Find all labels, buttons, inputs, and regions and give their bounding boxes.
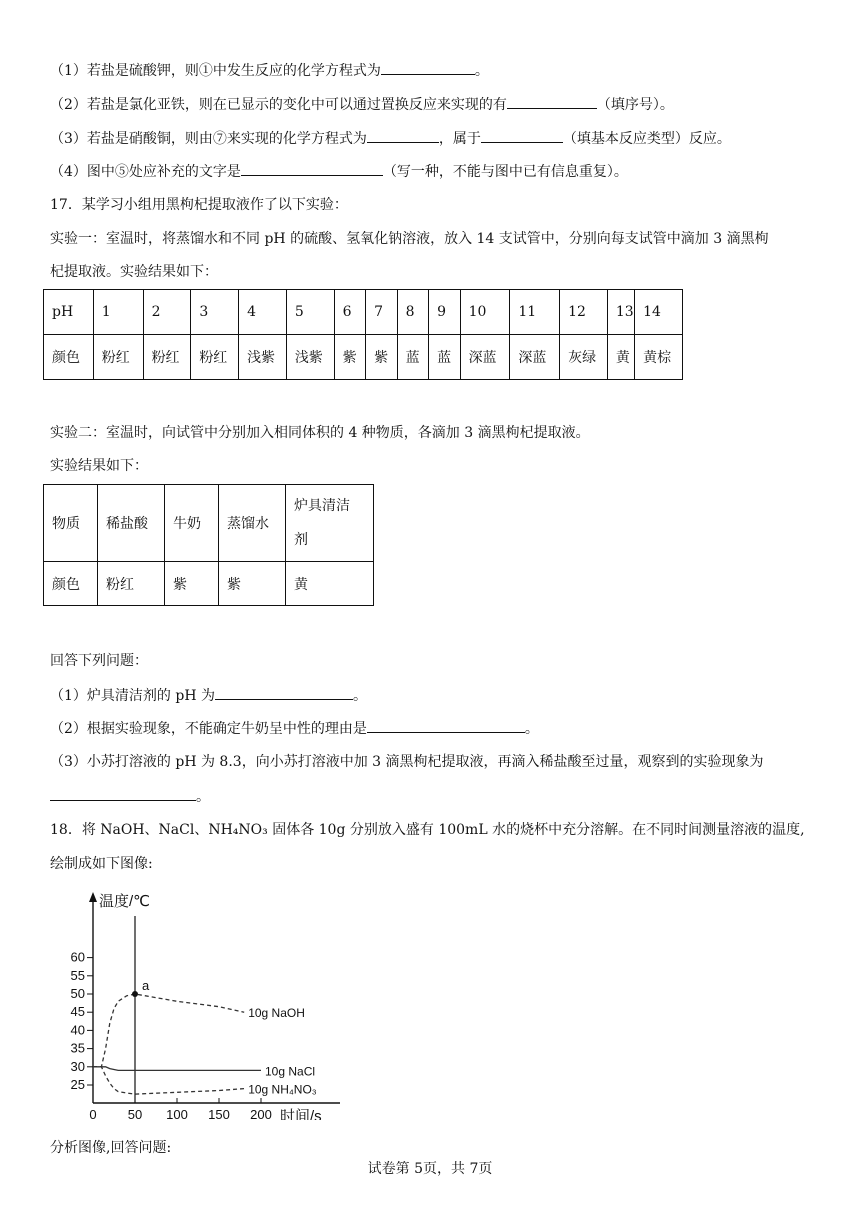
answer-blank[interactable]	[481, 128, 563, 143]
table-row	[44, 335, 683, 380]
q17-exp2-line2: 实验结果如下：	[50, 458, 148, 474]
answer-blank[interactable]	[507, 94, 597, 109]
q16-item-1-text: （1）若盐是硫酸钾，则①中发生反应的化学方程式为	[50, 63, 381, 79]
table-cell: 黄	[607, 335, 634, 380]
q17-sub-2-text: （2）根据实验现象，不能确定牛奶呈中性的理由是	[50, 721, 367, 737]
q17-exp1-line1: 实验一：室温时，将蒸馏水和不同 pH 的硫酸、氢氧化钠溶液，放入 14 支试管中，分别向每支试管中滴加 3 滴黑枸	[50, 231, 769, 247]
table-cell: 10	[460, 290, 510, 335]
q18-line2: 绘制成如下图像:	[50, 856, 153, 872]
y-tick-label: 45	[70, 1004, 85, 1020]
answer-blank[interactable]	[367, 718, 525, 733]
temperature-chart	[40, 888, 360, 1124]
answer-blank[interactable]	[50, 786, 196, 801]
table-cell: 黄棕	[635, 335, 683, 380]
table-cell: 蓝	[429, 335, 461, 380]
table-cell: 蒸馏水	[219, 485, 286, 562]
q17-answer-prompt: 回答下列问题：	[50, 653, 148, 669]
q16-item-3-post: （填基本反应类型）反应。	[562, 131, 731, 147]
table-cell: 粉红	[191, 335, 239, 380]
q18-line1: 18．将 NaOH、NaCl、NH₄NO₃ 固体各 10g 分别放入盛有 100mL 水的烧杯中充分溶解。在不同时间测量溶液的温度,	[50, 822, 805, 838]
data-point	[132, 991, 138, 997]
table-cell: 蓝	[397, 335, 429, 380]
x-tick-label: 200	[250, 1107, 272, 1120]
x-tick-label: 150	[208, 1107, 230, 1120]
table-row	[44, 562, 374, 606]
q16-item-1	[50, 60, 489, 81]
q16-item-3	[50, 128, 731, 149]
table-cell: 颜色	[44, 335, 94, 380]
table-cell: 浅紫	[286, 335, 334, 380]
table-cell: 稀盐酸	[98, 485, 165, 562]
q16-item-3-text: （3）若盐是硝酸铜，则由⑦来实现的化学方程式为	[50, 131, 367, 147]
cell-text-line: 剂	[294, 532, 308, 548]
q16-item-3-mid: ，属于	[438, 131, 481, 147]
answer-blank[interactable]	[241, 161, 383, 176]
q17-sub-2-post: 。	[524, 721, 539, 737]
table-cell: 11	[510, 290, 560, 335]
x-axis-label: 时间/s	[280, 1108, 322, 1120]
table-cell: 深蓝	[460, 335, 510, 380]
table-row	[44, 485, 374, 562]
table-cell: 浅紫	[239, 335, 287, 380]
ph-color-table	[43, 289, 683, 380]
q17-sub-3-post: 。	[196, 789, 210, 805]
q17-title: 17．某学习小组用黑枸杞提取液作了以下实验：	[50, 197, 348, 213]
table-cell: 紫	[165, 562, 219, 606]
y-tick-label: 50	[70, 986, 85, 1001]
q16-item-2-post: （填序号）。	[596, 97, 674, 113]
table-cell: 物质	[44, 485, 98, 562]
y-tick-label: 35	[70, 1040, 85, 1056]
answer-blank[interactable]	[367, 128, 439, 143]
q17-sub-2	[50, 718, 539, 739]
q16-item-2	[50, 94, 674, 115]
table-cell: 5	[286, 290, 334, 335]
table-cell: 粉红	[143, 335, 191, 380]
cell-text-line: 炉具清洁	[294, 498, 350, 514]
answer-blank[interactable]	[215, 685, 353, 700]
y-tick-label: 60	[70, 949, 85, 965]
q17-sub-1-text: （1）炉具清洁剂的 pH 为	[50, 688, 215, 704]
table-cell: 13	[607, 290, 634, 335]
q17-sub-3-answer	[50, 786, 210, 807]
y-tick-label: 40	[70, 1022, 85, 1038]
q16-item-1-post: 。	[474, 63, 489, 79]
x-tick-label: 50	[127, 1107, 143, 1120]
y-tick-label: 30	[70, 1058, 85, 1074]
table-cell: 3	[191, 290, 239, 335]
table-cell: 牛奶	[165, 485, 219, 562]
answer-blank[interactable]	[381, 60, 475, 75]
q17-exp1-line2: 杞提取液。实验结果如下：	[50, 264, 218, 280]
q17-sub-1-post: 。	[352, 688, 367, 704]
q17-exp2-line1: 实验二：室温时，向试管中分别加入相同体积的 4 种物质，各滴加 3 滴黑枸杞提取液。	[50, 425, 590, 441]
table-cell: 粉红	[93, 335, 143, 380]
table-cell: 6	[334, 290, 366, 335]
table-cell: 9	[429, 290, 461, 335]
temperature-chart-svg	[40, 888, 360, 1120]
table-cell: 7	[366, 290, 398, 335]
q18-analysis-prompt: 分析图像,回答问题:	[50, 1140, 172, 1156]
q17-sub-3: （3）小苏打溶液的 pH 为 8.3，向小苏打溶液中加 3 滴黑枸杞提取液，再滴入稀盐酸至过量，观察到的实验现象为	[50, 754, 764, 770]
q16-item-4	[50, 161, 628, 182]
table-cell: 1	[93, 290, 143, 335]
table-cell	[286, 485, 374, 562]
table-cell: 紫	[219, 562, 286, 606]
series-label: 10g NH₄NO₃	[248, 1082, 317, 1097]
table-cell: 灰绿	[560, 335, 608, 380]
series-line	[93, 994, 244, 1067]
table-cell: 颜色	[44, 562, 98, 606]
x-tick-label: 100	[166, 1107, 188, 1120]
table-cell: 2	[143, 290, 191, 335]
table-cell: 紫	[366, 335, 398, 380]
table-cell: 深蓝	[510, 335, 560, 380]
substance-color-table	[43, 484, 374, 606]
y-tick-label: 55	[70, 967, 85, 983]
x-tick-label: 0	[89, 1107, 97, 1120]
point-label: a	[142, 978, 150, 993]
table-cell: 粉红	[98, 562, 165, 606]
table-cell: 8	[397, 290, 429, 335]
series-label: 10g NaOH	[248, 1006, 305, 1021]
table-cell: 黄	[286, 562, 374, 606]
y-tick-label: 25	[70, 1077, 85, 1092]
table-cell: pH	[44, 290, 94, 335]
table-cell: 14	[635, 290, 683, 335]
q16-item-2-text: （2）若盐是氯化亚铁，则在已显示的变化中可以通过置换反应来实现的有	[50, 97, 507, 113]
table-cell: 紫	[334, 335, 366, 380]
y-axis-arrow	[89, 892, 97, 902]
q16-item-4-text: （4）图中⑤处应补充的文字是	[50, 164, 241, 180]
q16-item-4-post: （写一种，不能与图中已有信息重复）。	[382, 164, 628, 180]
y-axis-label: 温度/℃	[99, 893, 151, 910]
page-footer: 试卷第 5页，共 7页	[367, 1161, 493, 1177]
table-cell: 12	[560, 290, 608, 335]
series-label: 10g NaCl	[265, 1064, 316, 1079]
table-cell: 4	[239, 290, 287, 335]
series-line	[93, 1067, 261, 1071]
table-row	[44, 290, 683, 335]
q17-sub-1	[50, 685, 367, 706]
